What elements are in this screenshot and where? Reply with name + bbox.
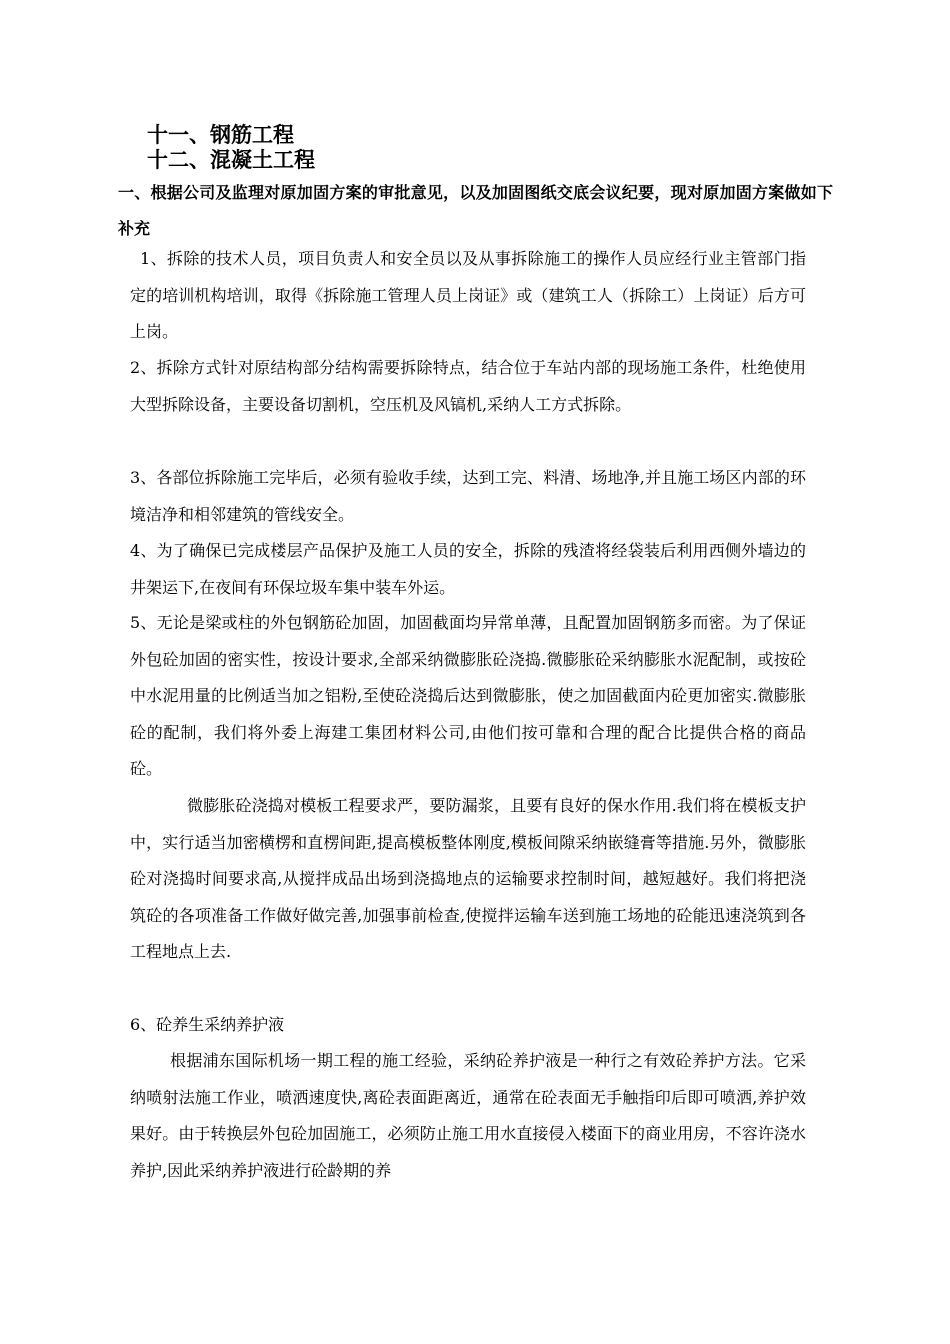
paragraph-demolition-personnel: 1、拆除的技术人员，项目负责人和安全员以及从事拆除施工的操作人员应经行业主管部门指定的培训机构培训，取得《拆除施工管理人员上岗证》或（建筑工人（拆除工）上岗证）后方可上岗。 xyxy=(130,249,806,341)
paragraph-debris-removal: 4、为了确保已完成楼层产品保护及施工人员的安全，拆除的残渣将经袋装后利用西侧外墙边的井架运下,在夜间有环保垃圾车集中装车外运。 xyxy=(130,541,806,597)
paragraph-curing-method: 根据浦东国际机场一期工程的施工经验，采纳砼养护液是一种行之有效砼养护方法。它采纳喷射法施工作业，喷洒速度快,离砼表面距离近，通常在砼表面无手触指印后即可喷洒,养护效果好。由于转换层外包砼加固施工，必须防止施工用水直接侵入楼面下的商业用房，不容许浇水养护,因此采纳养护液进行砼龄期的养 xyxy=(130,1051,806,1180)
paragraph-formwork-requirements: 微膨胀砼浇捣对模板工程要求严，要防漏浆，且要有良好的保水作用.我们将在模板支护中，实行适当加密横楞和直楞间距,提高模板整体刚度,模板间隙采纳嵌缝膏等措施.另外，微膨胀砼对浇捣时间要求高,从搅拌成品出场到浇捣地点的运输要求控制时间，越短越好。我们将把浇筑砼的各项准备工作做好做完善,加强事前检查,使搅拌运输车送到施工场地的砼能迅速浇筑到各工程地点上去. xyxy=(130,796,806,961)
paragraph-micro-expansion-concrete: 5、无论是梁或柱的外包钢筋砼加固，加固截面均异常单薄，且配置加固钢筋多而密。为了保证外包砼加固的密实性，按设计要求,全部采纳微膨胀砼浇捣.微膨胀砼采纳膨胀水泥配制，或按砼中水泥用量的比例适当加之铝粉,至使砼浇捣后达到微膨胀，使之加固截面内砼更加密实.微膨胀砼的配制，我们将外委上海建工集团材料公司,由他们按可靠和合理的配合比提供合格的商品砼。 xyxy=(130,613,806,778)
paragraph-acceptance: 3、各部位拆除施工完毕后，必须有验收手续，达到工完、料清、场地净,并且施工场区内部的环境洁净和相邻建筑的管线安全。 xyxy=(130,468,806,524)
heading-concrete-works: 十二、混凝土工程 xyxy=(147,147,315,172)
section-title: 一、根据公司及监理对原加固方案的审批意见，以及加固图纸交底会议纪要，现对原加固方案做如下补充 xyxy=(118,183,833,238)
paragraph-demolition-method: 2、拆除方式针对原结构部分结构需要拆除特点，结合位于车站内部的现场施工条件，杜绝使用大型拆除设备，主要设备切割机，空压机及风镐机,采纳人工方式拆除。 xyxy=(130,358,806,414)
heading-steel-reinforcement: 十一、钢筋工程 xyxy=(147,122,294,147)
paragraph-curing-title: 6、砼养生采纳养护液 xyxy=(130,1015,285,1034)
